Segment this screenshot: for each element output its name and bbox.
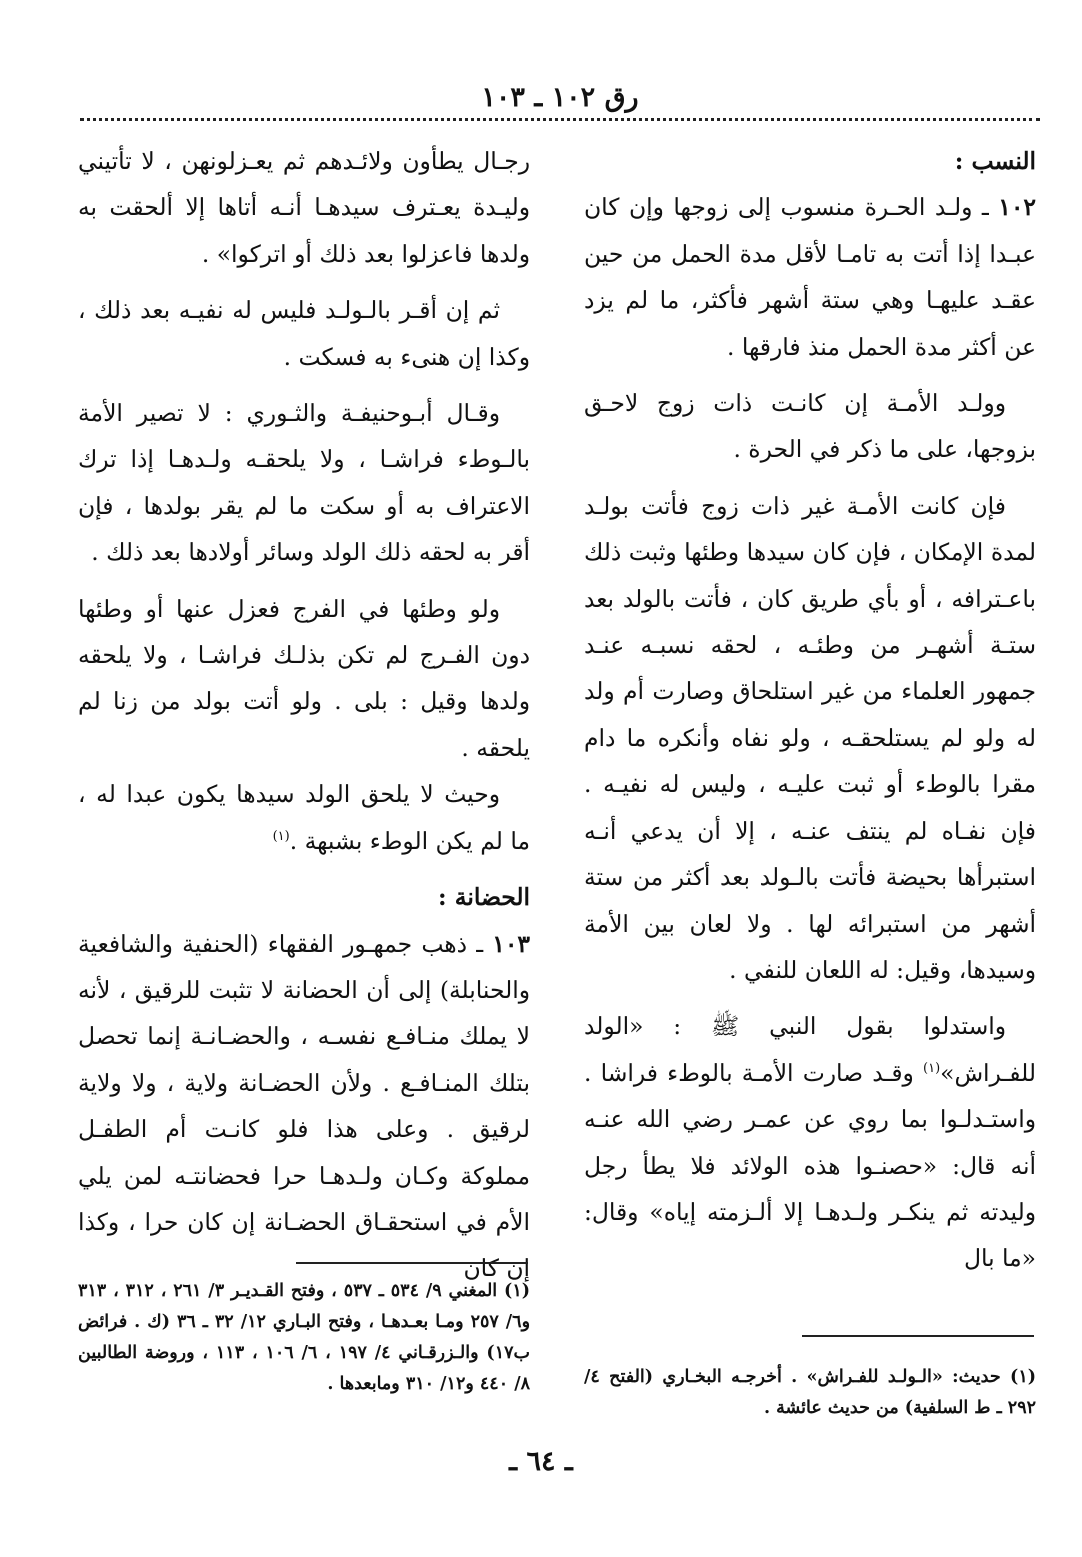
paragraph-slave-child: وولـد الأمـة إن كانـت ذات زوج لاحـق بزوجها، على ما ذكر في الحرة .	[584, 389, 1036, 464]
page-number: ـ ٦٤ ـ	[509, 1446, 573, 1477]
paragraph-102	[584, 184, 1036, 370]
paragraph-evidence	[584, 1003, 1036, 1281]
footnote-rule-left	[296, 1262, 528, 1264]
footnote-left: (١) المغني ٩/ ٥٣٤ ـ ٥٣٧ ، وفتح القـديـر ٣/ ٢٦١ ، ٣١٢ ، ٣١٣ و٦/ ٢٥٧ ومـا بعـدهـا ، وفتح البـاري ١٢/ ٣٢ ـ ٣٦ (ك . فرائض ب١٧) والـزرقـاني ٤/ ١٩٧ ، ٦/ ١٠٦ ، ١١٣ ، وروضة الطالبين ٨/ ٤٤٠ و١٢/ ٣١٠ ومابعدها .	[78, 1281, 531, 1394]
running-header: رق ١٠٢ ـ ١٠٣	[481, 82, 639, 113]
paragraph-103-text: ـ ذهب جمهـور الفقهاء (الحنفية والشافعية والحنابلة) إلى أن الحضانة لا تثبت للرقيق ، لأنه لا يملك منـافـع نفسـه ، والحضـانـة إنما تحصل بتلك المنـافـع . ولأن الحضـانة ولاية ، ولا ولاية لرقيق . وعلى هذا فلو كانـت أم الطفـل مملوكة وكـان ولـدهـا حرا فحضانتـه لمن يلي الأم في استحقـاق الحضـانة إن كان حرا ، وكذا إن كان	[78, 929, 530, 1283]
paragraph-continuation: رجـال يطأون ولائـدهم ثم يعـزلونهن ، لا تأتيني وليـدة يعـترف سيدهـا أنـه أتاها إلا ألحقت به ولدها فاعزلوا بعد ذلك أو اتركوا» .	[78, 147, 530, 268]
left-column	[78, 138, 530, 1292]
item-number-102: ١٠٢	[998, 193, 1036, 222]
footnote-marker: (١)	[272, 828, 290, 844]
header-dotted-rule	[80, 118, 1040, 121]
paragraph-unmarried-slave: فإن كانت الأمـة غير ذات زوج فأتت بولـد لمدة الإمكان ، فإن كان سيدها وطئها وثبت ذلك باعـترافه ، أو بأي طريق كان ، فأتت بالولد بعد ستـة أشهـر من وطئـه ، لحقه نسبـه عنـد جمهور العلماء من غير استلحاق وصارت أم ولد له ولو لم يستلحقـه ، ولو نفاه وأنكره ما دام مقرا بالوطء أو ثبت عليـه ، وليس له نفيـه . فإن نفـاه لم ينتف عنـه ، إلا أن يدعي أنـه استبرأها بحيضة فأتت بالـولد بعد أكثر من ستة أشهر من استبرائه لها . ولا لعان بين الأمة وسيدها، وقيل: له اللعان للنفي .	[584, 491, 1036, 984]
section-heading-hadana: الحضانة :	[438, 883, 530, 912]
paragraph-not-attached-text: وحيث لا يلحق الولد سيدها يكون عبدا له ، ما لم يكن الوطء بشبهة .	[78, 780, 530, 855]
paragraph-acknowledgement: ثم إن أقـر بالـولـد فليس له نفيـه بعد ذلك ، وكذا إن هنىء به فسكت .	[78, 296, 530, 371]
footnote-right: (١) حديث: «الـولـد للفـراش» . أخرجـه البخـاري (الفتح ٤/ ٢٩٢ ـ ط السلفية) من حديث عائشة .	[584, 1367, 1036, 1418]
footnote-marker: (١)	[923, 1060, 941, 1076]
paragraph-not-attached	[78, 771, 530, 864]
paragraph-abu-hanifa: وقـال أبـوحنيفـة والثـوري : لا تصير الأمة بالـوطء فراشـا ، ولا يلحقـه ولـدهـا إذا ترك الاعتراف به أو سكت ما لم يقر بولدها ، فإن أقر به لحقه ذلك الولد وسائر أولادها بعد ذلك .	[78, 399, 530, 567]
right-column	[584, 138, 1036, 1282]
footnote-rule-right	[802, 1335, 1034, 1337]
paragraph-withdrawal: ولو وطئها في الفرج فعزل عنها أو وطئها دون الفـرج لم تكن بذلـك فراشـا ، ولا يلحقه ولدها وقيل : بلى . ولو أتت بولد من زنا لم يلحقه .	[78, 594, 530, 762]
section-heading-nasab: النسب :	[954, 147, 1036, 175]
paragraph-102-text: ـ ولـد الحـرة منسوب إلى زوجها وإن كان عبـدا إذا أتت به تامـا لأقل مدة الحمل من حين عقـد عليهـا وهي ستة أشهر فأكثر، ما لم يزد عن أكثر مدة الحمل منذ فارقها .	[584, 193, 1036, 361]
item-number-103: ١٠٣	[492, 929, 530, 958]
paragraph-evidence-part2: وقـد صارت الأمـة بالوطء فراشا . واستـدلـوا بما روي عن عمـر رضي الله عنـه أنه قال: «حصنـوا هذه الولائد فلا يطأ رجل وليدته ثم ينكـر ولـدهـا إلا ألـزمته إياه» وقال: «ما بال	[584, 1058, 1036, 1273]
paragraph-103	[78, 921, 530, 1292]
paragraph-evidence-part1: واستدلوا بقول النبي ﷺ : «الولد للفـراش»	[584, 1012, 1036, 1087]
